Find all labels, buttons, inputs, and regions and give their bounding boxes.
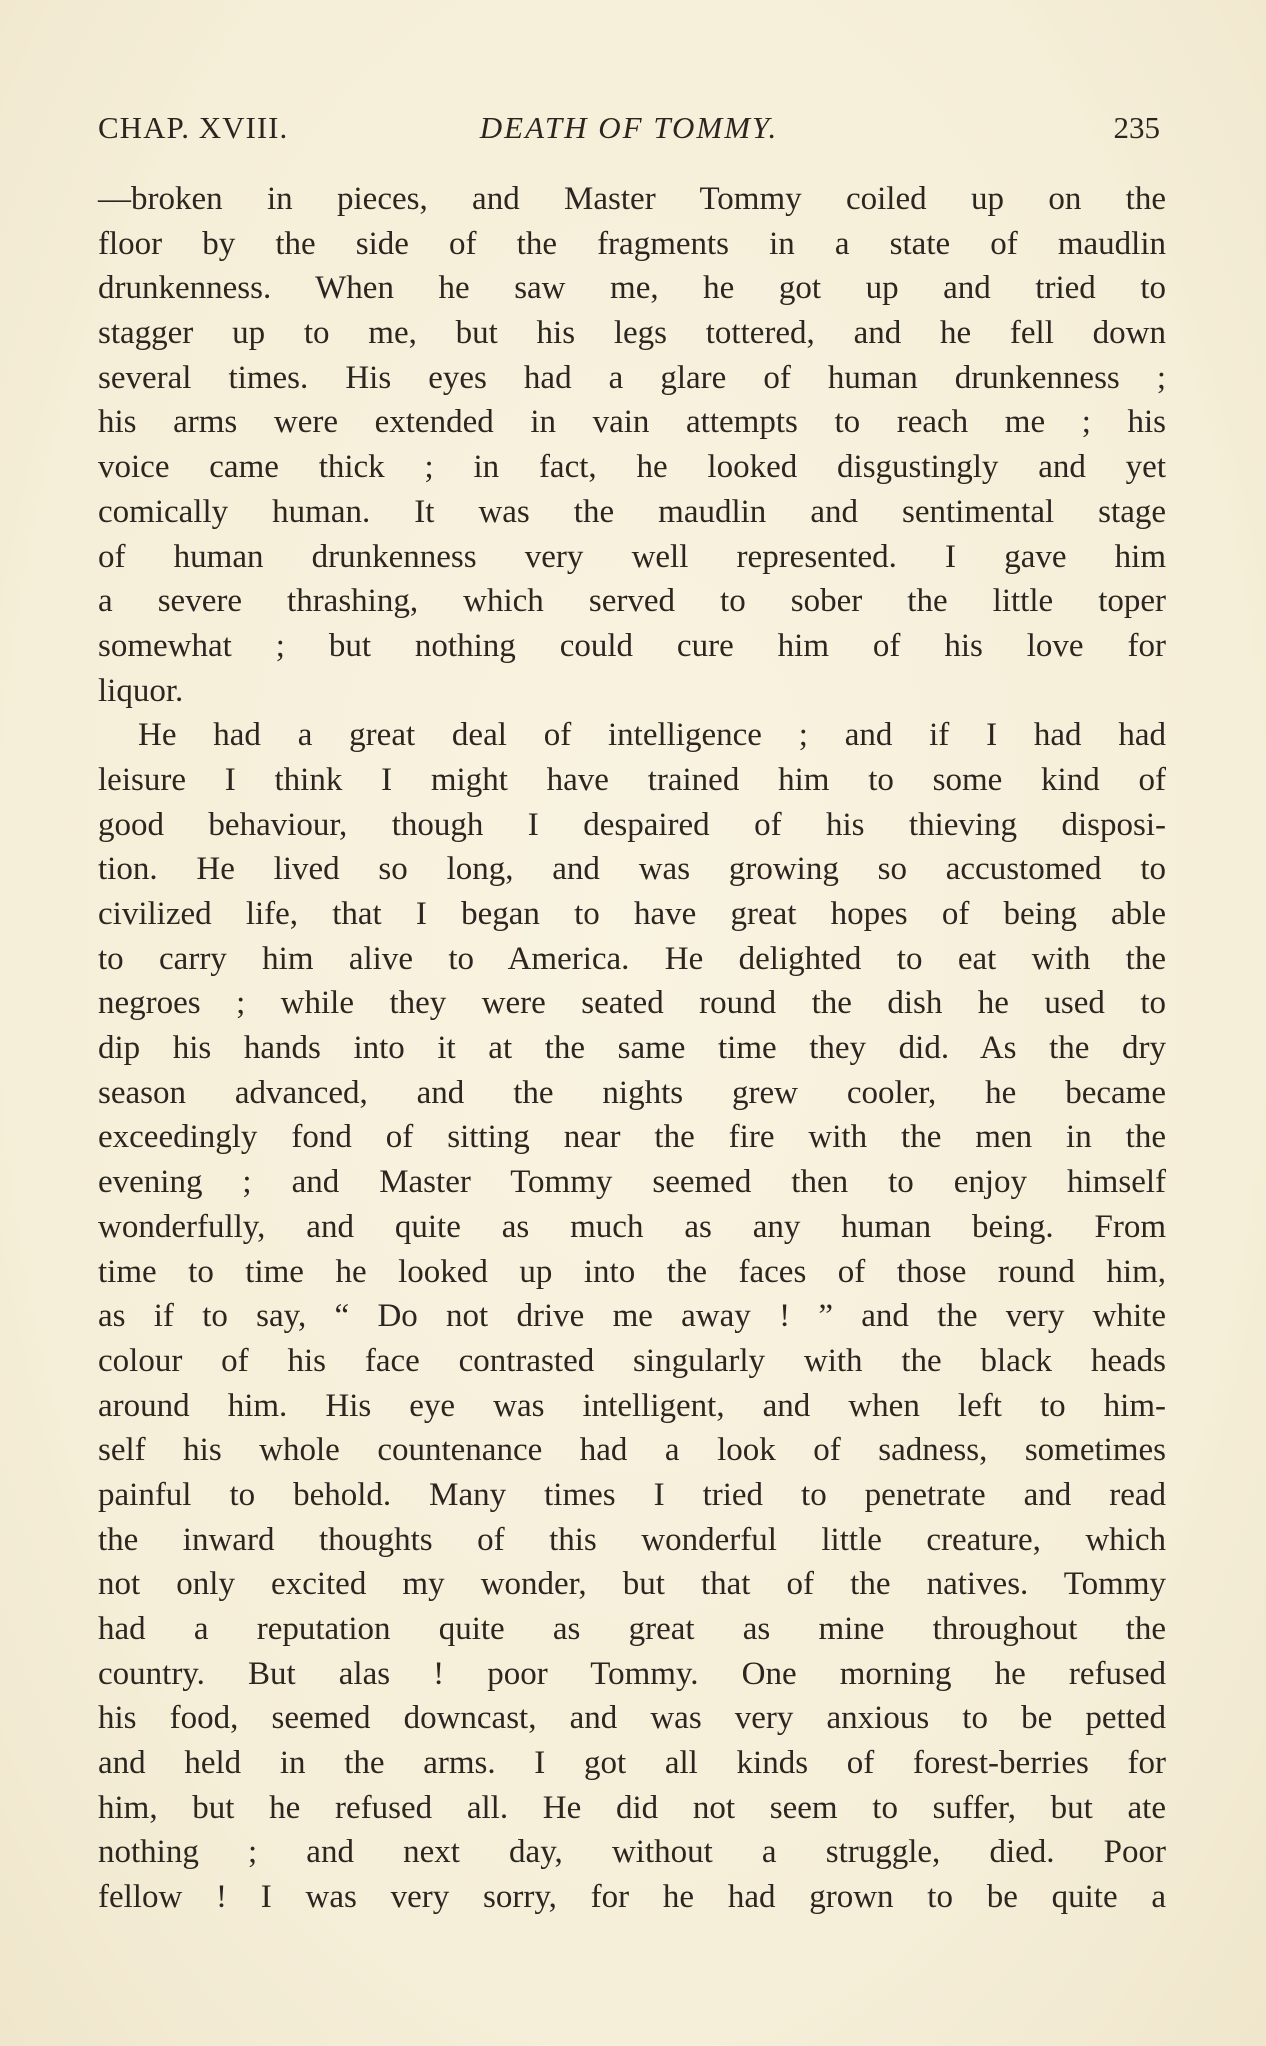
text-line: his food, seemed downcast, and was very anxious to be petted: [98, 1700, 1166, 1737]
text-line: exceedingly fond of sitting near the fire with the men in the: [98, 1119, 1166, 1156]
text-line: had a reputation quite as great as mine throughout the: [98, 1611, 1166, 1647]
text-line: painful to behold. Many times I tried to penetrate and read: [98, 1476, 1166, 1513]
text-line: liquor.: [98, 672, 184, 709]
text-line: self his whole countenance had a look of sadness, sometimes: [98, 1432, 1166, 1469]
text-line: negroes ; while they were seated round the dish he used to: [98, 985, 1166, 1022]
text-line: civilized life, that I began to have great hopes of being able: [98, 896, 1166, 932]
page-number: 235: [1113, 110, 1160, 145]
text-line: —broken in pieces, and Master Tommy coiled up on the: [98, 181, 1166, 217]
text-line: comically human. It was the maudlin and sentimental stage: [98, 493, 1166, 530]
text-line: time to time he looked up into the faces of those round him,: [98, 1253, 1166, 1290]
page-title: DEATH OF TOMMY.: [479, 110, 779, 145]
text-line: tion. He lived so long, and was growing so accustomed to: [98, 851, 1166, 888]
text-line: country. But alas ! poor Tommy. One morning he refused: [98, 1655, 1166, 1692]
text-line: a severe thrashing, which served to sober the little toper: [98, 583, 1166, 620]
body-text: [98, 177, 1166, 1920]
text-line: voice came thick ; in fact, he looked disgustingly and yet: [98, 449, 1166, 486]
text-line: his arms were extended in vain attempts to reach me ; his: [98, 404, 1166, 441]
text-line: around him. His eye was intelligent, and when left to him-: [98, 1387, 1166, 1424]
text-line: evening ; and Master Tommy seemed then to enjoy himself: [98, 1164, 1166, 1201]
text-line: floor by the side of the fragments in a state of maudlin: [98, 225, 1166, 262]
chapter-label: CHAP. XVIII.: [98, 110, 289, 145]
text-line: not only excited my wonder, but that of the natives. Tommy: [98, 1566, 1166, 1603]
text-line: as if to say, “ Do not drive me away ! ” and the very white: [98, 1298, 1166, 1335]
text-line: several times. His eyes had a glare of human drunkenness ;: [98, 359, 1166, 396]
text-line: colour of his face contrasted singularly with the black heads: [98, 1342, 1166, 1379]
text-line: drunkenness. When he saw me, he got up and tried to: [98, 270, 1166, 307]
text-line: to carry him alive to America. He delighted to eat with the: [98, 940, 1166, 977]
text-line: dip his hands into it at the same time they did. As the dry: [98, 1030, 1166, 1067]
text-line: leisure I think I might have trained him to some kind of: [98, 761, 1166, 798]
text-line: stagger up to me, but his legs tottered, and he fell down: [98, 315, 1166, 352]
text-line: the inward thoughts of this wonderful little creature, which: [98, 1521, 1166, 1558]
text-line: good behaviour, though I despaired of his thieving disposi-: [98, 806, 1166, 843]
text-line: season advanced, and the nights grew cooler, he became: [98, 1074, 1166, 1111]
text-line: and held in the arms. I got all kinds of forest-berries for: [98, 1745, 1166, 1782]
paragraph-first-line: He had a great deal of intelligence ; and if I had had: [138, 717, 1166, 754]
text-line: of human drunkenness very well represented. I gave him: [98, 538, 1166, 575]
text-line: him, but he refused all. He did not seem to suffer, but ate: [98, 1789, 1166, 1826]
text-line: nothing ; and next day, without a struggle, died. Poor: [98, 1834, 1166, 1871]
text-line: somewhat ; but nothing could cure him of his love for: [98, 627, 1166, 664]
text-line: fellow ! I was very sorry, for he had grown to be quite a: [98, 1879, 1166, 1916]
running-head: [98, 108, 1160, 148]
text-line: wonderfully, and quite as much as any human being. From: [98, 1208, 1166, 1245]
